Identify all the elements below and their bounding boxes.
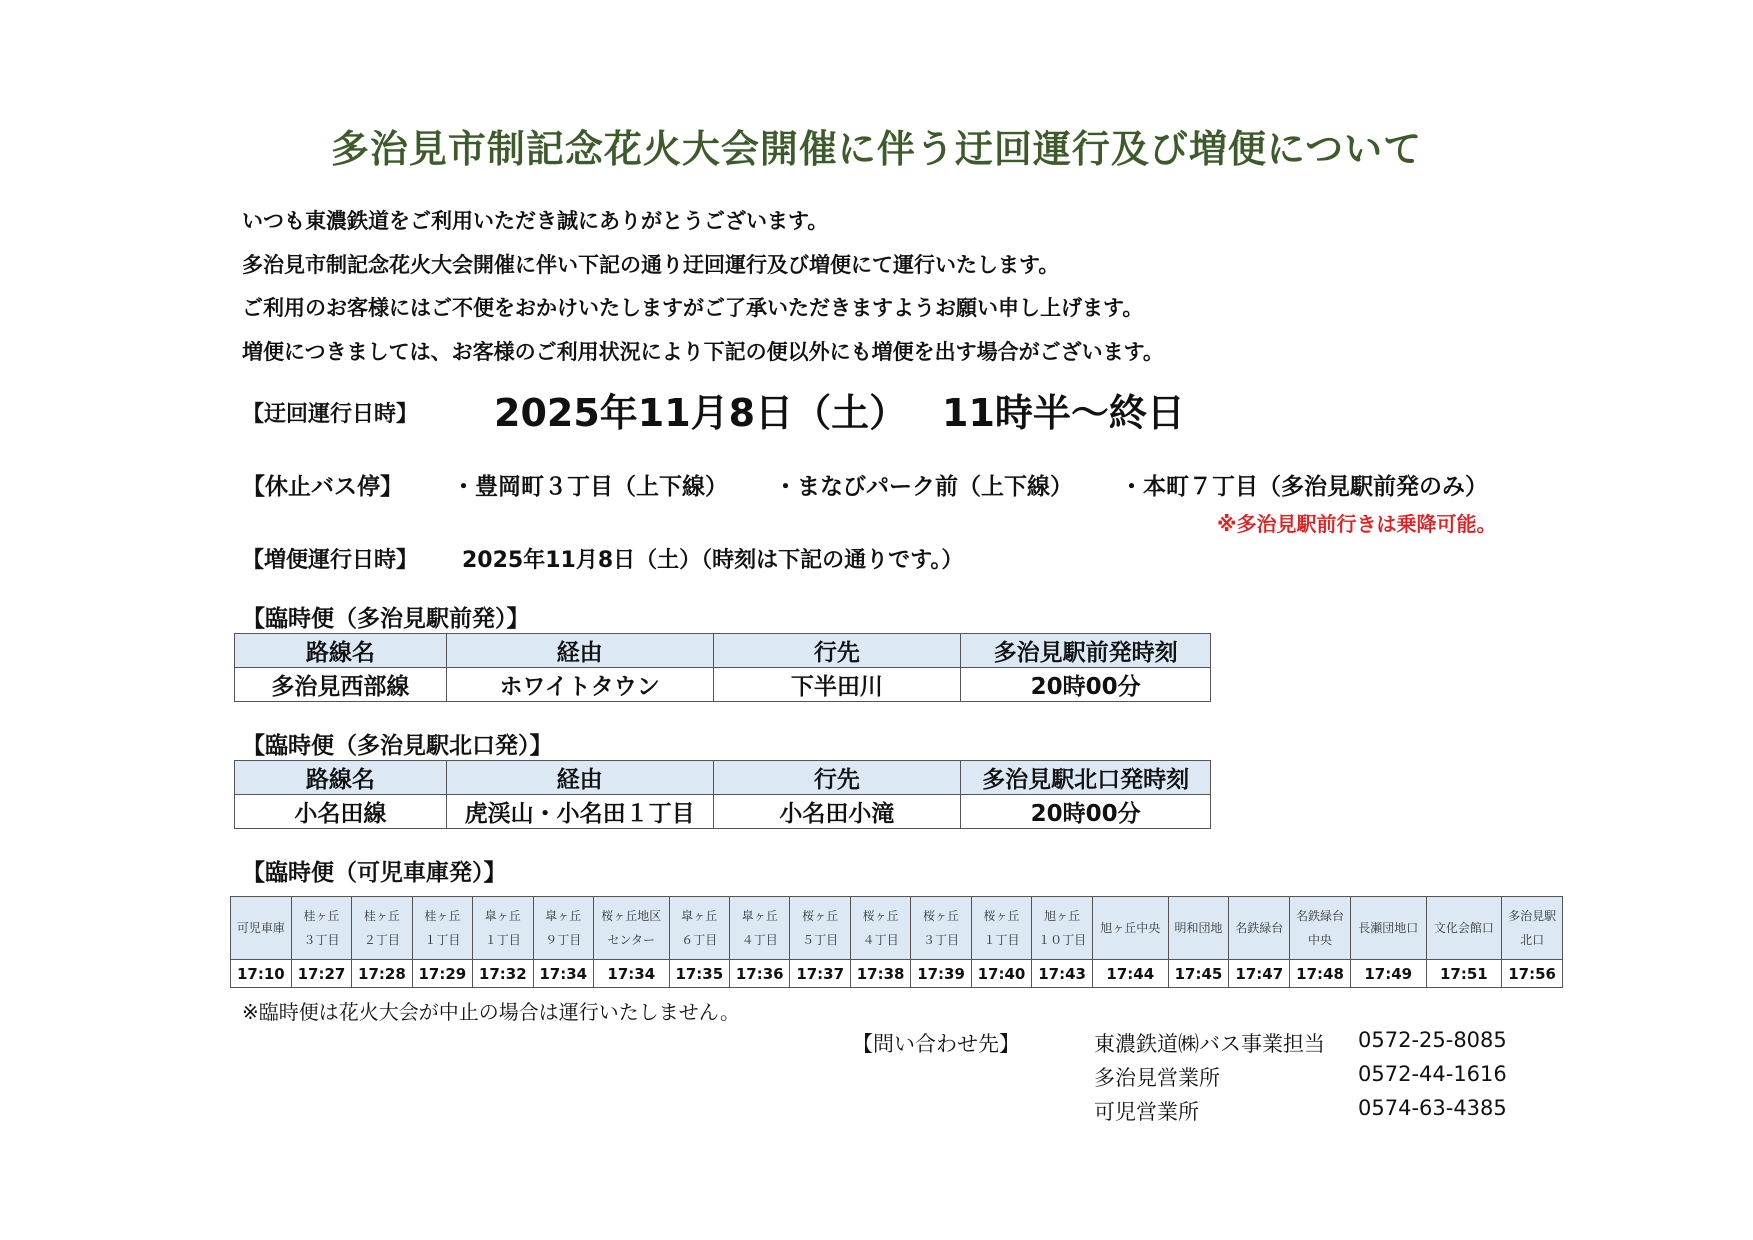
table3-stop-line: 旭ヶ丘中央 bbox=[1100, 921, 1161, 935]
table3-time-cell: 17:44 bbox=[1092, 960, 1168, 988]
table3-time-cell: 17:28 bbox=[352, 960, 412, 988]
page-title: 多治見市制記念花火大会開催に伴う迂回運行及び増便について bbox=[330, 127, 1423, 171]
table3-time-cell: 17:38 bbox=[850, 960, 910, 988]
table2-header-time: 多治見駅北口発時刻 bbox=[961, 761, 1211, 795]
table3-stop-cell bbox=[669, 897, 729, 960]
table3-stop-line: 明和団地 bbox=[1174, 921, 1223, 935]
table3-stop-cell bbox=[533, 897, 593, 960]
table3-stop-line: ９丁目 bbox=[545, 933, 582, 947]
table3-stop-line: 桂ヶ丘 bbox=[303, 909, 340, 923]
table3-stop-cell bbox=[593, 897, 669, 960]
table3-stop-cell bbox=[1350, 897, 1426, 960]
table3-stop-line: ５丁目 bbox=[802, 933, 839, 947]
table3-stop-line: 名鉄緑台 bbox=[1296, 909, 1345, 923]
table3-stop-line: １０丁目 bbox=[1038, 933, 1087, 947]
closed-stop-3: ・本町７丁目（多治見駅前発のみ） bbox=[1120, 474, 1488, 500]
table3-time-cell: 17:10 bbox=[231, 960, 292, 988]
table3-stop-line: １丁目 bbox=[424, 933, 461, 947]
table3-stop-line: 多治見駅 bbox=[1508, 909, 1557, 923]
table3-stop-line: 桜ヶ丘 bbox=[862, 909, 899, 923]
table3-stop-line: 中央 bbox=[1308, 933, 1333, 947]
closed-stop-2: ・まなびパーク前（上下線） bbox=[774, 474, 1073, 500]
table3-stop-line: 桂ヶ丘 bbox=[363, 909, 400, 923]
table3-time-cell: 17:43 bbox=[1032, 960, 1093, 988]
table1-header-dest: 行先 bbox=[713, 634, 961, 668]
table3-stop-line: 皐ヶ丘 bbox=[545, 909, 582, 923]
table3-stop-cell bbox=[291, 897, 351, 960]
table1-header-time: 多治見駅前発時刻 bbox=[961, 634, 1211, 668]
table3-stop-cell bbox=[730, 897, 790, 960]
table3-stop-line: ２丁目 bbox=[363, 933, 400, 947]
extra-text: 2025年11月8日（土）（時刻は下記の通りです。） bbox=[462, 548, 964, 573]
table3-stop-line: 長瀬団地口 bbox=[1358, 921, 1419, 935]
table3-stop-cell bbox=[1229, 897, 1290, 960]
table3-stop-line: ３丁目 bbox=[923, 933, 960, 947]
contact-name-1: 東濃鉄道㈱バス事業担当 bbox=[1094, 1032, 1325, 1056]
contact-tel-2: 0572-44-1616 bbox=[1358, 1062, 1507, 1086]
intro-line-3: ご利用のお客様にはご不便をおかけいたしますがご了承いただきますようお願い申し上げます。 bbox=[242, 296, 1144, 320]
table3-stop-line: 皐ヶ丘 bbox=[741, 909, 778, 923]
table3-stop-cell bbox=[971, 897, 1031, 960]
table1-cell-via: ホワイトタウン bbox=[446, 668, 713, 702]
table3-stop-cell bbox=[1032, 897, 1093, 960]
contact-tel-3: 0574-63-4385 bbox=[1358, 1096, 1507, 1120]
table1-heading: 【臨時便（多治見駅前発）】 bbox=[242, 606, 530, 632]
detour-date: 2025年11月8日（土） bbox=[494, 391, 908, 435]
table3-time-cell: 17:34 bbox=[593, 960, 669, 988]
table1-cell-time: 20時00分 bbox=[961, 668, 1211, 702]
table1 bbox=[234, 633, 1211, 702]
intro-line-2: 多治見市制記念花火大会開催に伴い下記の通り迂回運行及び増便にて運行いたします。 bbox=[242, 253, 1060, 277]
table3-stop-line: 文化会館口 bbox=[1433, 921, 1494, 935]
table3-stop-cell bbox=[1502, 897, 1563, 960]
contact-name-2: 多治見営業所 bbox=[1094, 1066, 1220, 1090]
table3-stop-cell bbox=[911, 897, 971, 960]
extra-label: 【増便運行日時】 bbox=[242, 548, 419, 573]
table3-stop-cell bbox=[850, 897, 910, 960]
table3-time-cell: 17:45 bbox=[1168, 960, 1229, 988]
table1-header-route: 路線名 bbox=[235, 634, 447, 668]
closed-stop-1: ・豊岡町３丁目（上下線） bbox=[452, 474, 728, 500]
table3-time-cell: 17:56 bbox=[1502, 960, 1563, 988]
footnote: ※臨時便は花火大会が中止の場合は運行いたしません。 bbox=[242, 1000, 740, 1024]
table3-stop-cell bbox=[352, 897, 412, 960]
table3-time-cell: 17:34 bbox=[533, 960, 593, 988]
table2 bbox=[234, 760, 1211, 829]
table2-header-via: 経由 bbox=[446, 761, 713, 795]
table2-header-route: 路線名 bbox=[235, 761, 447, 795]
table3-stop-line: ３丁目 bbox=[303, 933, 340, 947]
table3-stop-cell bbox=[790, 897, 850, 960]
table3-time-cell: 17:49 bbox=[1350, 960, 1426, 988]
table3-timetable bbox=[230, 896, 1563, 988]
table3-stop-cell bbox=[1290, 897, 1351, 960]
table3-stop-line: 北口 bbox=[1520, 933, 1545, 947]
table1-cell-dest: 下半田川 bbox=[713, 668, 961, 702]
table2-cell-via: 虎渓山・小名田１丁目 bbox=[446, 795, 713, 829]
table3-stop-line: 桜ヶ丘 bbox=[923, 909, 960, 923]
table2-cell-route: 小名田線 bbox=[235, 795, 447, 829]
table1-header-row bbox=[235, 634, 1211, 668]
contact-tel-1: 0572-25-8085 bbox=[1358, 1028, 1507, 1052]
table3-time-cell: 17:37 bbox=[790, 960, 850, 988]
table3-time-cell: 17:47 bbox=[1229, 960, 1290, 988]
table3-stop-line: 皐ヶ丘 bbox=[681, 909, 718, 923]
table-row bbox=[235, 668, 1211, 702]
table3-time-cell: 17:39 bbox=[911, 960, 971, 988]
table3-stop-line: １丁目 bbox=[983, 933, 1020, 947]
table-row bbox=[235, 795, 1211, 829]
table2-cell-dest: 小名田小滝 bbox=[713, 795, 961, 829]
table3-heading: 【臨時便（可児車庫発）】 bbox=[242, 860, 507, 886]
table3-stop-line: ４丁目 bbox=[741, 933, 778, 947]
table3-stop-line: 桜ヶ丘 bbox=[983, 909, 1020, 923]
table3-stop-row bbox=[231, 897, 1563, 960]
table3-time-cell: 17:36 bbox=[730, 960, 790, 988]
detour-label: 【迂回運行日時】 bbox=[242, 402, 419, 427]
table3-stop-line: 桂ヶ丘 bbox=[424, 909, 461, 923]
table3-stop-line: 桜ヶ丘 bbox=[802, 909, 839, 923]
table3-time-cell: 17:48 bbox=[1290, 960, 1351, 988]
contact-name-3: 可児営業所 bbox=[1094, 1100, 1199, 1124]
table3-time-cell: 17:27 bbox=[291, 960, 351, 988]
table3-time-cell: 17:51 bbox=[1426, 960, 1502, 988]
closed-stops-label: 【休止バス停】 bbox=[242, 474, 403, 500]
table1-cell-route: 多治見西部線 bbox=[235, 668, 447, 702]
table3-stop-line: 可児車庫 bbox=[236, 921, 285, 935]
table3-stop-line: センター bbox=[607, 933, 656, 947]
table3-stop-line: 桜ヶ丘地区 bbox=[601, 909, 662, 923]
table3-stop-cell bbox=[473, 897, 533, 960]
intro-line-1: いつも東濃鉄道をご利用いただき誠にありがとうございます。 bbox=[242, 209, 829, 233]
table3-time-cell: 17:32 bbox=[473, 960, 533, 988]
table3-time-cell: 17:35 bbox=[669, 960, 729, 988]
detour-time: 11時半～終日 bbox=[942, 391, 1185, 435]
table2-header-row bbox=[235, 761, 1211, 795]
table3-stop-line: 皐ヶ丘 bbox=[484, 909, 521, 923]
table3-stop-line: １丁目 bbox=[484, 933, 521, 947]
table2-heading: 【臨時便（多治見駅北口発）】 bbox=[242, 733, 553, 759]
table2-cell-time: 20時00分 bbox=[961, 795, 1211, 829]
table3-stop-line: ４丁目 bbox=[862, 933, 899, 947]
table3-time-cell: 17:29 bbox=[412, 960, 472, 988]
table3-stop-cell bbox=[1426, 897, 1502, 960]
table3-time-cell: 17:40 bbox=[971, 960, 1031, 988]
table3-stop-cell bbox=[1168, 897, 1229, 960]
intro-line-4: 増便につきましては、お客様のご利用状況により下記の便以外にも増便を出す場合がございます。 bbox=[242, 340, 1164, 364]
table3-stop-cell bbox=[1092, 897, 1168, 960]
table3-stop-line: 名鉄緑台 bbox=[1235, 921, 1284, 935]
table1-header-via: 経由 bbox=[446, 634, 713, 668]
table3-stop-cell bbox=[231, 897, 292, 960]
table3-time-row bbox=[231, 960, 1563, 988]
table3-stop-line: 旭ヶ丘 bbox=[1044, 909, 1081, 923]
contact-label: 【問い合わせ先】 bbox=[852, 1032, 1020, 1056]
table2-header-dest: 行先 bbox=[713, 761, 961, 795]
table3-stop-cell bbox=[412, 897, 472, 960]
closed-stops-note: ※多治見駅前行きは乗降可能。 bbox=[1217, 512, 1497, 536]
table3-stop-line: ６丁目 bbox=[681, 933, 718, 947]
